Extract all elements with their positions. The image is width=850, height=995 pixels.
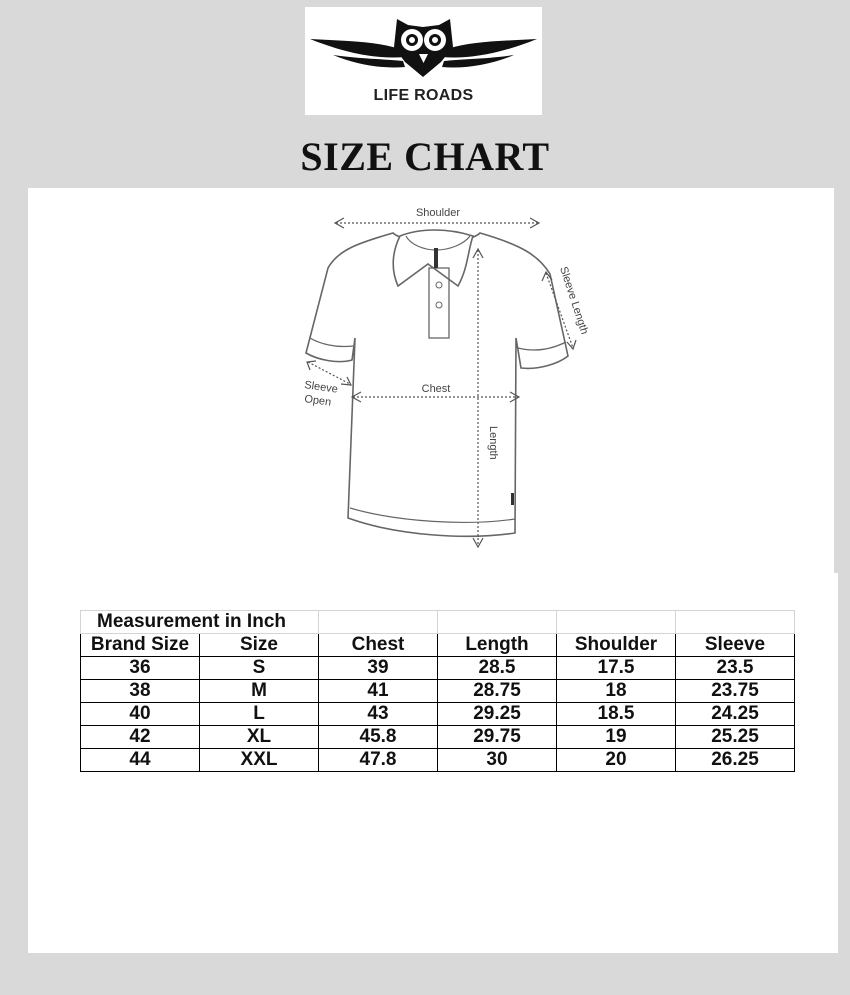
- shirt-diagram-panel: [28, 188, 834, 573]
- header-row: [81, 634, 795, 657]
- sleeve-open-label-2: Open: [303, 393, 332, 409]
- table-caption: Measurement in Inch: [81, 611, 319, 634]
- header-size: Size: [200, 634, 319, 657]
- header-brand-size: Brand Size: [81, 634, 200, 657]
- shoulder-label: Shoulder: [415, 207, 461, 219]
- length-label: Length: [487, 426, 499, 460]
- table-row: 40 L 43 29.25 18.5 24.25: [81, 703, 795, 726]
- owl-wings-logo: [305, 7, 542, 87]
- table-row: 38 M 41 28.75 18 23.75: [81, 680, 795, 703]
- caption-row: [81, 611, 795, 634]
- header-sleeve: Sleeve: [676, 634, 795, 657]
- table-row: 44 XXL 47.8 30 20 26.25: [81, 749, 795, 772]
- page-title: SIZE CHART: [300, 134, 550, 179]
- brand-name: LIFE ROADS: [373, 87, 474, 104]
- table-row: 36 S 39 28.5 17.5 23.5: [81, 657, 795, 680]
- sleeve-open-label-1: Sleeve: [303, 379, 339, 396]
- sleeve-length-label: Sleeve Length: [557, 265, 591, 336]
- size-table: [80, 610, 795, 772]
- polo-shirt-diagram: [28, 188, 834, 573]
- header-shoulder: Shoulder: [557, 634, 676, 657]
- header-length: Length: [438, 634, 557, 657]
- brand-logo-box: [305, 7, 542, 115]
- header-chest: Chest: [319, 634, 438, 657]
- table-row: 42 XL 45.8 29.75 19 25.25: [81, 726, 795, 749]
- chest-label: Chest: [421, 383, 451, 395]
